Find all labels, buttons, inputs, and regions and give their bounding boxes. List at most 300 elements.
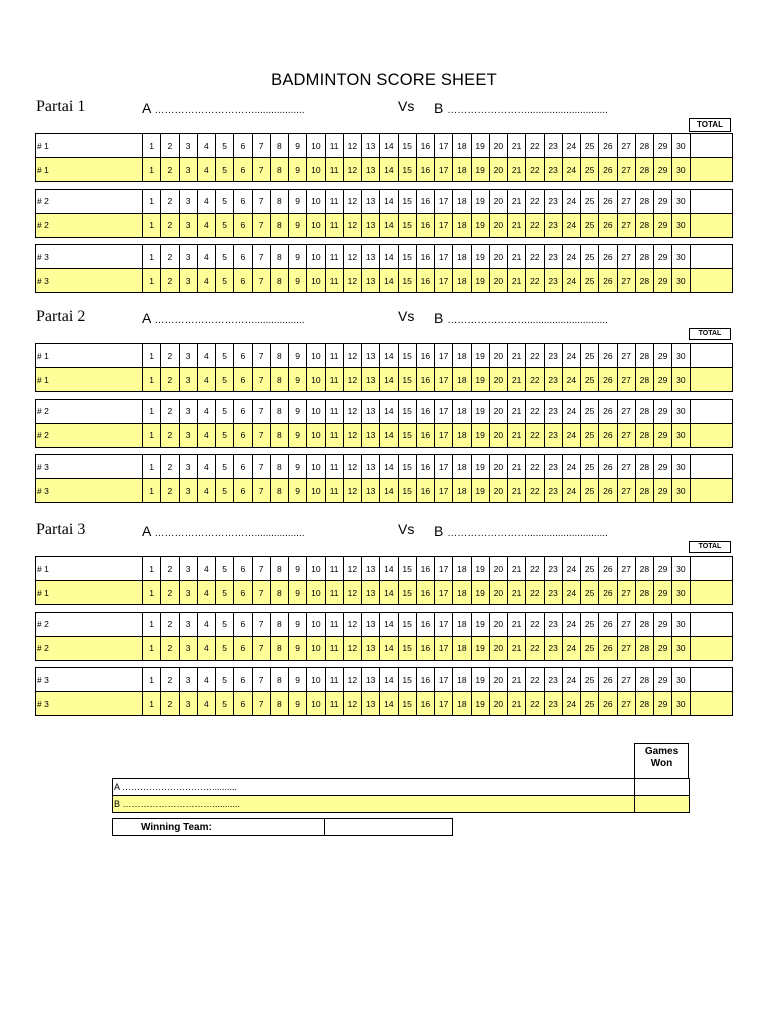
point-cell[interactable]: 9 (289, 423, 307, 447)
point-cell[interactable]: 27 (617, 368, 635, 392)
point-cell[interactable]: 1 (143, 189, 161, 213)
point-cell[interactable]: 16 (416, 612, 434, 636)
point-cell[interactable]: 4 (197, 399, 215, 423)
point-cell[interactable]: 4 (197, 423, 215, 447)
point-cell[interactable]: 1 (143, 612, 161, 636)
point-cell[interactable]: 25 (581, 368, 599, 392)
point-cell[interactable]: 8 (270, 636, 288, 660)
point-cell[interactable]: 22 (526, 455, 544, 479)
point-cell[interactable]: 24 (562, 668, 580, 692)
summary-team-a[interactable]: A ………………………….......... (113, 779, 635, 796)
point-cell[interactable]: 2 (161, 399, 179, 423)
point-cell[interactable]: 29 (654, 636, 672, 660)
point-cell[interactable]: 11 (325, 344, 343, 368)
point-cell[interactable]: 10 (307, 344, 325, 368)
point-cell[interactable]: 4 (197, 557, 215, 581)
point-cell[interactable]: 20 (489, 692, 507, 716)
point-cell[interactable]: 4 (197, 612, 215, 636)
point-cell[interactable]: 11 (325, 368, 343, 392)
point-cell[interactable]: 11 (325, 636, 343, 660)
point-cell[interactable]: 21 (508, 557, 526, 581)
point-cell[interactable]: 24 (562, 581, 580, 605)
point-cell[interactable]: 2 (161, 368, 179, 392)
point-cell[interactable]: 15 (398, 479, 416, 503)
point-cell[interactable]: 21 (508, 668, 526, 692)
point-cell[interactable]: 20 (489, 399, 507, 423)
point-cell[interactable]: 8 (270, 668, 288, 692)
winning-team-cell[interactable] (325, 819, 453, 836)
point-cell[interactable]: 11 (325, 269, 343, 293)
point-cell[interactable]: 25 (581, 399, 599, 423)
point-cell[interactable]: 8 (270, 158, 288, 182)
point-cell[interactable]: 18 (453, 581, 471, 605)
point-cell[interactable]: 11 (325, 189, 343, 213)
point-cell[interactable]: 20 (489, 581, 507, 605)
point-cell[interactable]: 26 (599, 455, 617, 479)
point-cell[interactable]: 16 (416, 479, 434, 503)
point-cell[interactable]: 10 (307, 423, 325, 447)
point-cell[interactable]: 25 (581, 213, 599, 237)
point-cell[interactable]: 12 (343, 158, 361, 182)
games-won-a-cell[interactable] (635, 779, 690, 796)
point-cell[interactable]: 5 (216, 189, 234, 213)
point-cell[interactable]: 25 (581, 692, 599, 716)
point-cell[interactable]: 19 (471, 668, 489, 692)
point-cell[interactable]: 21 (508, 479, 526, 503)
point-cell[interactable]: 18 (453, 636, 471, 660)
point-cell[interactable]: 5 (216, 668, 234, 692)
point-cell[interactable]: 3 (179, 213, 197, 237)
point-cell[interactable]: 22 (526, 134, 544, 158)
point-cell[interactable]: 15 (398, 134, 416, 158)
point-cell[interactable]: 26 (599, 368, 617, 392)
point-cell[interactable]: 7 (252, 134, 270, 158)
point-cell[interactable]: 9 (289, 479, 307, 503)
point-cell[interactable]: 8 (270, 213, 288, 237)
point-cell[interactable]: 17 (435, 189, 453, 213)
point-cell[interactable]: 10 (307, 557, 325, 581)
point-cell[interactable]: 4 (197, 692, 215, 716)
point-cell[interactable]: 25 (581, 479, 599, 503)
point-cell[interactable]: 18 (453, 213, 471, 237)
point-cell[interactable]: 17 (435, 581, 453, 605)
point-cell[interactable]: 26 (599, 692, 617, 716)
point-cell[interactable]: 4 (197, 269, 215, 293)
point-cell[interactable]: 21 (508, 455, 526, 479)
point-cell[interactable]: 29 (654, 134, 672, 158)
point-cell[interactable]: 11 (325, 399, 343, 423)
point-cell[interactable]: 17 (435, 668, 453, 692)
point-cell[interactable]: 27 (617, 344, 635, 368)
team-b-field[interactable] (434, 310, 608, 326)
point-cell[interactable]: 30 (672, 189, 690, 213)
point-cell[interactable]: 3 (179, 636, 197, 660)
point-cell[interactable]: 26 (599, 557, 617, 581)
point-cell[interactable]: 30 (672, 368, 690, 392)
point-cell[interactable]: 22 (526, 612, 544, 636)
point-cell[interactable]: 2 (161, 581, 179, 605)
point-cell[interactable]: 30 (672, 581, 690, 605)
point-cell[interactable]: 19 (471, 692, 489, 716)
point-cell[interactable]: 5 (216, 612, 234, 636)
point-cell[interactable]: 11 (325, 158, 343, 182)
point-cell[interactable]: 10 (307, 612, 325, 636)
point-cell[interactable]: 2 (161, 692, 179, 716)
point-cell[interactable]: 27 (617, 134, 635, 158)
point-cell[interactable]: 27 (617, 479, 635, 503)
point-cell[interactable]: 10 (307, 668, 325, 692)
point-cell[interactable]: 24 (562, 612, 580, 636)
point-cell[interactable]: 4 (197, 344, 215, 368)
point-cell[interactable]: 13 (362, 581, 380, 605)
point-cell[interactable]: 21 (508, 399, 526, 423)
point-cell[interactable]: 21 (508, 269, 526, 293)
point-cell[interactable]: 14 (380, 269, 398, 293)
point-cell[interactable]: 4 (197, 368, 215, 392)
point-cell[interactable]: 30 (672, 612, 690, 636)
point-cell[interactable]: 6 (234, 399, 252, 423)
point-cell[interactable]: 3 (179, 612, 197, 636)
point-cell[interactable]: 3 (179, 557, 197, 581)
point-cell[interactable]: 15 (398, 344, 416, 368)
point-cell[interactable]: 6 (234, 612, 252, 636)
point-cell[interactable]: 8 (270, 479, 288, 503)
point-cell[interactable]: 7 (252, 245, 270, 269)
point-cell[interactable]: 12 (343, 368, 361, 392)
point-cell[interactable]: 19 (471, 399, 489, 423)
point-cell[interactable]: 28 (635, 344, 653, 368)
point-cell[interactable]: 18 (453, 158, 471, 182)
point-cell[interactable]: 1 (143, 557, 161, 581)
point-cell[interactable]: 13 (362, 479, 380, 503)
point-cell[interactable]: 22 (526, 269, 544, 293)
point-cell[interactable]: 11 (325, 581, 343, 605)
point-cell[interactable]: 20 (489, 612, 507, 636)
point-cell[interactable]: 7 (252, 423, 270, 447)
point-cell[interactable]: 28 (635, 479, 653, 503)
point-cell[interactable]: 18 (453, 269, 471, 293)
point-cell[interactable]: 1 (143, 134, 161, 158)
point-cell[interactable]: 16 (416, 344, 434, 368)
point-cell[interactable]: 13 (362, 269, 380, 293)
point-cell[interactable]: 29 (654, 213, 672, 237)
point-cell[interactable]: 29 (654, 423, 672, 447)
point-cell[interactable]: 15 (398, 368, 416, 392)
point-cell[interactable]: 23 (544, 612, 562, 636)
point-cell[interactable]: 9 (289, 158, 307, 182)
point-cell[interactable]: 15 (398, 423, 416, 447)
point-cell[interactable]: 1 (143, 423, 161, 447)
point-cell[interactable]: 18 (453, 455, 471, 479)
point-cell[interactable]: 26 (599, 636, 617, 660)
point-cell[interactable]: 7 (252, 269, 270, 293)
point-cell[interactable]: 20 (489, 134, 507, 158)
point-cell[interactable]: 28 (635, 668, 653, 692)
point-cell[interactable]: 3 (179, 668, 197, 692)
point-cell[interactable]: 21 (508, 344, 526, 368)
point-cell[interactable]: 19 (471, 269, 489, 293)
point-cell[interactable]: 27 (617, 189, 635, 213)
point-cell[interactable]: 16 (416, 399, 434, 423)
point-cell[interactable]: 29 (654, 399, 672, 423)
point-cell[interactable]: 18 (453, 479, 471, 503)
point-cell[interactable]: 8 (270, 344, 288, 368)
point-cell[interactable]: 19 (471, 213, 489, 237)
point-cell[interactable]: 10 (307, 692, 325, 716)
point-cell[interactable]: 1 (143, 344, 161, 368)
point-cell[interactable]: 13 (362, 158, 380, 182)
point-cell[interactable]: 19 (471, 557, 489, 581)
point-cell[interactable]: 16 (416, 134, 434, 158)
point-cell[interactable]: 10 (307, 245, 325, 269)
team-a-field[interactable] (142, 310, 304, 326)
point-cell[interactable]: 25 (581, 158, 599, 182)
point-cell[interactable]: 17 (435, 245, 453, 269)
point-cell[interactable]: 28 (635, 581, 653, 605)
point-cell[interactable]: 27 (617, 455, 635, 479)
point-cell[interactable]: 21 (508, 189, 526, 213)
point-cell[interactable]: 2 (161, 557, 179, 581)
point-cell[interactable]: 27 (617, 245, 635, 269)
point-cell[interactable]: 10 (307, 636, 325, 660)
point-cell[interactable]: 11 (325, 455, 343, 479)
point-cell[interactable]: 23 (544, 423, 562, 447)
point-cell[interactable]: 6 (234, 636, 252, 660)
point-cell[interactable]: 13 (362, 557, 380, 581)
point-cell[interactable]: 18 (453, 612, 471, 636)
point-cell[interactable]: 14 (380, 581, 398, 605)
point-cell[interactable]: 29 (654, 245, 672, 269)
point-cell[interactable]: 20 (489, 344, 507, 368)
point-cell[interactable]: 28 (635, 399, 653, 423)
point-cell[interactable]: 4 (197, 245, 215, 269)
point-cell[interactable]: 10 (307, 455, 325, 479)
point-cell[interactable]: 19 (471, 189, 489, 213)
point-cell[interactable]: 12 (343, 399, 361, 423)
point-cell[interactable]: 6 (234, 189, 252, 213)
point-cell[interactable]: 16 (416, 455, 434, 479)
point-cell[interactable]: 16 (416, 423, 434, 447)
point-cell[interactable]: 27 (617, 213, 635, 237)
point-cell[interactable]: 4 (197, 158, 215, 182)
point-cell[interactable]: 3 (179, 189, 197, 213)
point-cell[interactable]: 24 (562, 158, 580, 182)
point-cell[interactable]: 26 (599, 134, 617, 158)
total-cell[interactable] (690, 269, 732, 293)
point-cell[interactable]: 23 (544, 213, 562, 237)
point-cell[interactable]: 25 (581, 245, 599, 269)
point-cell[interactable]: 29 (654, 455, 672, 479)
point-cell[interactable]: 5 (216, 479, 234, 503)
point-cell[interactable]: 14 (380, 612, 398, 636)
point-cell[interactable]: 14 (380, 557, 398, 581)
point-cell[interactable]: 1 (143, 455, 161, 479)
point-cell[interactable]: 6 (234, 158, 252, 182)
point-cell[interactable]: 22 (526, 692, 544, 716)
point-cell[interactable]: 24 (562, 213, 580, 237)
point-cell[interactable]: 25 (581, 269, 599, 293)
point-cell[interactable]: 7 (252, 368, 270, 392)
point-cell[interactable]: 9 (289, 213, 307, 237)
point-cell[interactable]: 21 (508, 423, 526, 447)
point-cell[interactable]: 14 (380, 479, 398, 503)
point-cell[interactable]: 24 (562, 189, 580, 213)
point-cell[interactable]: 21 (508, 636, 526, 660)
point-cell[interactable]: 18 (453, 668, 471, 692)
point-cell[interactable]: 15 (398, 581, 416, 605)
point-cell[interactable]: 15 (398, 245, 416, 269)
point-cell[interactable]: 6 (234, 134, 252, 158)
point-cell[interactable]: 5 (216, 134, 234, 158)
point-cell[interactable]: 4 (197, 479, 215, 503)
point-cell[interactable]: 4 (197, 455, 215, 479)
point-cell[interactable]: 2 (161, 423, 179, 447)
point-cell[interactable]: 6 (234, 368, 252, 392)
point-cell[interactable]: 26 (599, 344, 617, 368)
point-cell[interactable]: 28 (635, 269, 653, 293)
point-cell[interactable]: 27 (617, 269, 635, 293)
point-cell[interactable]: 26 (599, 245, 617, 269)
point-cell[interactable]: 12 (343, 134, 361, 158)
point-cell[interactable]: 24 (562, 479, 580, 503)
point-cell[interactable]: 12 (343, 269, 361, 293)
point-cell[interactable]: 29 (654, 269, 672, 293)
point-cell[interactable]: 1 (143, 668, 161, 692)
point-cell[interactable]: 23 (544, 368, 562, 392)
point-cell[interactable]: 3 (179, 344, 197, 368)
point-cell[interactable]: 4 (197, 636, 215, 660)
point-cell[interactable]: 27 (617, 668, 635, 692)
point-cell[interactable]: 6 (234, 581, 252, 605)
point-cell[interactable]: 16 (416, 189, 434, 213)
point-cell[interactable]: 3 (179, 158, 197, 182)
point-cell[interactable]: 12 (343, 581, 361, 605)
point-cell[interactable]: 6 (234, 245, 252, 269)
point-cell[interactable]: 15 (398, 158, 416, 182)
point-cell[interactable]: 11 (325, 557, 343, 581)
total-cell[interactable] (690, 423, 732, 447)
total-cell[interactable] (690, 668, 732, 692)
point-cell[interactable]: 28 (635, 368, 653, 392)
point-cell[interactable]: 23 (544, 399, 562, 423)
point-cell[interactable]: 14 (380, 158, 398, 182)
point-cell[interactable]: 8 (270, 245, 288, 269)
point-cell[interactable]: 27 (617, 612, 635, 636)
point-cell[interactable]: 2 (161, 455, 179, 479)
point-cell[interactable]: 5 (216, 455, 234, 479)
point-cell[interactable]: 1 (143, 368, 161, 392)
point-cell[interactable]: 17 (435, 158, 453, 182)
point-cell[interactable]: 29 (654, 189, 672, 213)
point-cell[interactable]: 22 (526, 423, 544, 447)
point-cell[interactable]: 22 (526, 158, 544, 182)
point-cell[interactable]: 22 (526, 213, 544, 237)
total-cell[interactable] (690, 399, 732, 423)
point-cell[interactable]: 12 (343, 455, 361, 479)
point-cell[interactable]: 21 (508, 134, 526, 158)
point-cell[interactable]: 11 (325, 423, 343, 447)
total-cell[interactable] (690, 455, 732, 479)
point-cell[interactable]: 18 (453, 368, 471, 392)
point-cell[interactable]: 19 (471, 479, 489, 503)
point-cell[interactable]: 15 (398, 612, 416, 636)
point-cell[interactable]: 6 (234, 344, 252, 368)
point-cell[interactable]: 30 (672, 399, 690, 423)
point-cell[interactable]: 15 (398, 399, 416, 423)
point-cell[interactable]: 14 (380, 668, 398, 692)
point-cell[interactable]: 24 (562, 557, 580, 581)
point-cell[interactable]: 17 (435, 455, 453, 479)
point-cell[interactable]: 29 (654, 692, 672, 716)
point-cell[interactable]: 11 (325, 245, 343, 269)
point-cell[interactable]: 16 (416, 581, 434, 605)
point-cell[interactable]: 5 (216, 557, 234, 581)
point-cell[interactable]: 1 (143, 636, 161, 660)
point-cell[interactable]: 24 (562, 399, 580, 423)
point-cell[interactable]: 8 (270, 455, 288, 479)
point-cell[interactable]: 20 (489, 269, 507, 293)
point-cell[interactable]: 24 (562, 636, 580, 660)
point-cell[interactable]: 28 (635, 557, 653, 581)
point-cell[interactable]: 26 (599, 399, 617, 423)
point-cell[interactable]: 15 (398, 213, 416, 237)
point-cell[interactable]: 22 (526, 557, 544, 581)
point-cell[interactable]: 24 (562, 245, 580, 269)
point-cell[interactable]: 27 (617, 399, 635, 423)
point-cell[interactable]: 3 (179, 455, 197, 479)
point-cell[interactable]: 11 (325, 134, 343, 158)
total-cell[interactable] (690, 557, 732, 581)
point-cell[interactable]: 20 (489, 479, 507, 503)
total-cell[interactable] (690, 612, 732, 636)
point-cell[interactable]: 25 (581, 134, 599, 158)
point-cell[interactable]: 20 (489, 668, 507, 692)
point-cell[interactable]: 29 (654, 557, 672, 581)
point-cell[interactable]: 1 (143, 479, 161, 503)
point-cell[interactable]: 12 (343, 612, 361, 636)
point-cell[interactable]: 26 (599, 668, 617, 692)
point-cell[interactable]: 7 (252, 668, 270, 692)
point-cell[interactable]: 5 (216, 692, 234, 716)
point-cell[interactable]: 11 (325, 612, 343, 636)
point-cell[interactable]: 14 (380, 423, 398, 447)
point-cell[interactable]: 22 (526, 344, 544, 368)
point-cell[interactable]: 17 (435, 368, 453, 392)
point-cell[interactable]: 6 (234, 455, 252, 479)
point-cell[interactable]: 3 (179, 134, 197, 158)
point-cell[interactable]: 25 (581, 423, 599, 447)
point-cell[interactable]: 2 (161, 479, 179, 503)
point-cell[interactable]: 7 (252, 479, 270, 503)
point-cell[interactable]: 8 (270, 612, 288, 636)
point-cell[interactable]: 28 (635, 423, 653, 447)
point-cell[interactable]: 2 (161, 612, 179, 636)
point-cell[interactable]: 26 (599, 423, 617, 447)
point-cell[interactable]: 13 (362, 636, 380, 660)
point-cell[interactable]: 28 (635, 455, 653, 479)
total-cell[interactable] (690, 158, 732, 182)
point-cell[interactable]: 23 (544, 479, 562, 503)
point-cell[interactable]: 11 (325, 668, 343, 692)
point-cell[interactable]: 21 (508, 692, 526, 716)
point-cell[interactable]: 2 (161, 134, 179, 158)
total-cell[interactable] (690, 368, 732, 392)
point-cell[interactable]: 21 (508, 213, 526, 237)
point-cell[interactable]: 14 (380, 692, 398, 716)
point-cell[interactable]: 23 (544, 455, 562, 479)
point-cell[interactable]: 16 (416, 158, 434, 182)
point-cell[interactable]: 3 (179, 423, 197, 447)
